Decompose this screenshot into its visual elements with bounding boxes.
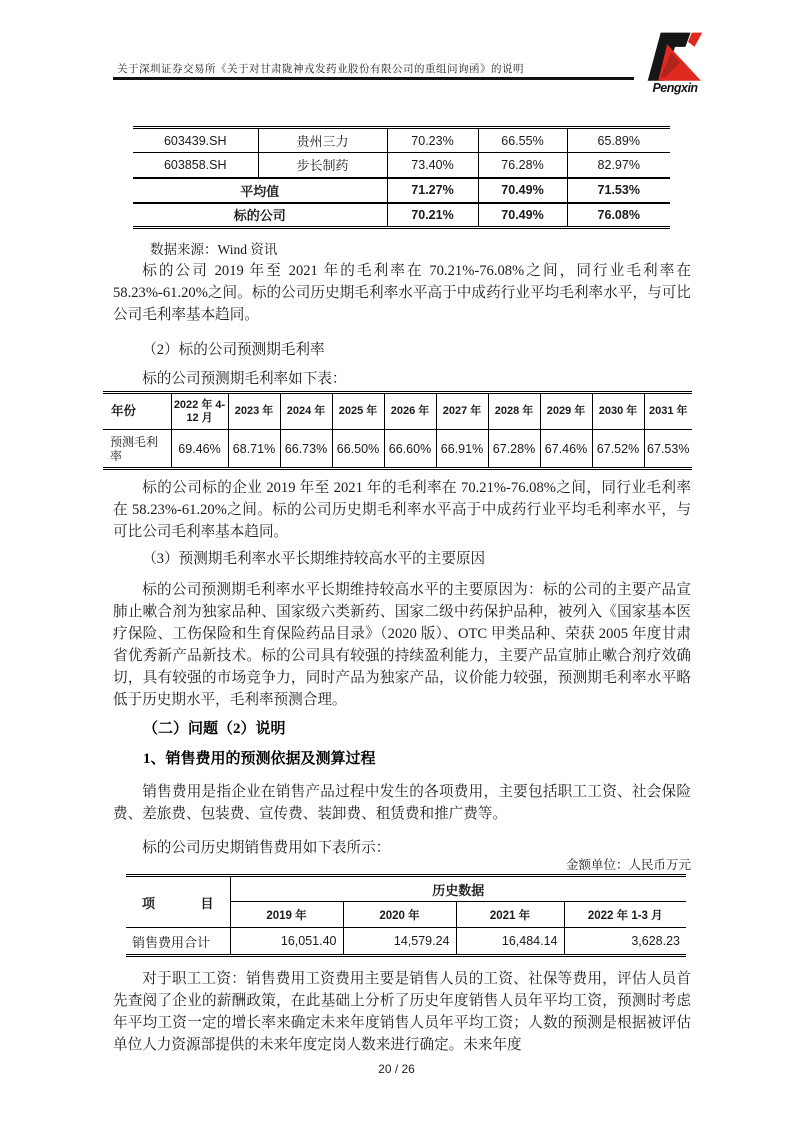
margin-value-cell: 71.27% [387, 178, 478, 203]
expense-value-cell: 16,484.14 [456, 928, 564, 956]
group-header-cell: 历史数据 [230, 876, 686, 902]
margin-value-cell: 66.91% [436, 430, 488, 469]
comparable-companies-table [133, 126, 670, 229]
paragraph: 标的公司历史期销售费用如下表所示： [142, 840, 391, 856]
margin-value-cell: 71.53% [567, 178, 670, 203]
paragraph: 标的公司预测期毛利率如下表： [142, 371, 347, 387]
data-source-note: 数据来源：Wind 资讯 [150, 242, 278, 257]
company-logo [637, 30, 713, 100]
item-header-left: 项 [142, 895, 156, 911]
margin-value-cell: 76.28% [478, 153, 567, 178]
row-label-cell: 预测毛利率 [103, 430, 171, 469]
paragraph: 标的公司 2019 年至 2021 年的毛利率在 70.21%-76.08%之间，同行业毛利率在 58.23%-61.20%之间。标的公司历史期毛利率水平高于中成药行业平均毛利率水平，与可比公司毛利率基本趋同。 [113, 263, 691, 323]
margin-value-cell: 66.50% [332, 430, 384, 469]
margin-value-cell: 65.89% [567, 128, 670, 153]
section-heading: 1、销售费用的预测依据及测算过程 [143, 751, 376, 767]
subsection-heading: （2）标的公司预测期毛利率 [142, 342, 325, 358]
logo-wordmark: Pengxin [652, 81, 698, 95]
header-rule [113, 77, 634, 80]
margin-value-cell: 82.97% [567, 153, 670, 178]
expense-value-cell: 14,579.24 [343, 928, 456, 956]
year-header-cell: 2025 年 [332, 393, 384, 430]
year-header-cell: 2023 年 [228, 393, 280, 430]
item-header-right: 目 [200, 895, 214, 911]
year-header-cell: 2031 年 [644, 393, 692, 430]
target-company-row [133, 203, 670, 228]
subsection-heading: （3）预测期毛利率水平长期维持较高水平的主要原因 [142, 551, 486, 567]
margin-value-cell: 66.55% [478, 128, 567, 153]
year-header-cell: 2022 年 4-12 月 [171, 393, 228, 430]
average-label-cell: 平均值 [133, 178, 387, 203]
page-number: 20 / 26 [378, 1062, 415, 1076]
margin-value-cell: 66.73% [280, 430, 332, 469]
expense-value-cell: 3,628.23 [564, 928, 686, 956]
paragraph: 标的公司标的企业 2019 年至 2021 年的毛利率在 70.21%-76.08%之间，同行业毛利率在 58.23%-61.20%之间。标的公司历史期毛利率水平高于中成药行业平均毛利率水平，与可比公司毛利率基本趋同。 [113, 480, 691, 540]
selling-expense-table [126, 874, 686, 957]
margin-value-cell: 67.28% [488, 430, 540, 469]
row-label-cell: 销售费用合计 [126, 928, 230, 956]
margin-value-cell: 67.46% [540, 430, 592, 469]
section-heading: （二）问题（2）说明 [143, 721, 286, 737]
year-header-cell: 2021 年 [456, 902, 564, 928]
paragraph: 标的公司预测期毛利率水平长期维持较高水平的主要原因为：标的公司的主要产品宣肺止嗽合剂为独家品种、国家级六类新药、国家二级中药保护品种，被列入《国家基本医疗保险、工伤保险和生育保险药品目录》（2020 版）、OTC 甲类品种、荣获 2005 年度甘肃省优秀新产品新技术。标的公司具有较强的持续盈利能力，主要产品宣肺止嗽合剂疗效确切，具有较强的市场竞争力，同时产品为独家产品，议价能力较强，预测期毛利率水平略低于历史期水平，毛利率预测合理。 [113, 582, 691, 708]
forecast-margin-table [103, 391, 692, 470]
margin-value-cell: 68.71% [228, 430, 280, 469]
year-header-cell: 2022 年 1-3 月 [564, 902, 686, 928]
margin-value-cell: 70.23% [387, 128, 478, 153]
table-header-row [103, 393, 692, 430]
margin-value-cell: 70.49% [478, 178, 567, 203]
company-name-cell: 贵州三力 [258, 128, 387, 153]
year-header-cell: 2020 年 [343, 902, 456, 928]
paragraph: 对于职工工资：销售费用工资费用主要是销售人员的工资、社保等费用，评估人员首先查阅了企业的薪酬政策，在此基础上分析了历史年度销售人员年平均工资，预测时考虑年平均工资一定的增长率来确定未来年度销售人员年平均工资；人数的预测是根据被评估单位人力资源部提供的未来年度定岗人数来进行确定。未来年度 [113, 971, 691, 1053]
pengxin-r-icon [637, 30, 713, 82]
year-header-cell: 2019 年 [230, 902, 343, 928]
year-header-cell: 2030 年 [592, 393, 644, 430]
margin-value-cell: 66.60% [384, 430, 436, 469]
margin-value-cell: 70.49% [478, 203, 567, 228]
margin-value-cell: 70.21% [387, 203, 478, 228]
year-header-cell: 年份 [111, 404, 137, 418]
margin-value-cell: 73.40% [387, 153, 478, 178]
margin-value-cell: 69.46% [171, 430, 228, 469]
margin-value-cell: 67.53% [644, 430, 692, 469]
unit-note: 金额单位：人民币万元 [565, 858, 691, 872]
year-header-cell: 2028 年 [488, 393, 540, 430]
expense-total-row [126, 928, 686, 956]
table-row [133, 128, 670, 153]
stock-code-cell: 603439.SH [163, 133, 227, 148]
expense-value-cell: 16,051.40 [230, 928, 343, 956]
target-label-cell: 标的公司 [133, 203, 387, 228]
company-name-cell: 步长制药 [258, 153, 387, 178]
year-header-cell: 2027 年 [436, 393, 488, 430]
header-title: 关于深圳证券交易所《关于对甘肃陇神戎发药业股份有限公司的重组问询函》的说明 [117, 64, 524, 75]
table-header-row [126, 876, 686, 902]
forecast-values-row [103, 430, 692, 469]
stock-code-cell: 603858.SH [133, 153, 258, 178]
year-header-cell: 2029 年 [540, 393, 592, 430]
table-row [133, 153, 670, 178]
margin-value-cell: 67.52% [592, 430, 644, 469]
item-header-cell [126, 876, 230, 928]
margin-value-cell: 76.08% [567, 203, 670, 228]
year-header-cell: 2024 年 [280, 393, 332, 430]
year-header-cell: 2026 年 [384, 393, 436, 430]
paragraph: 销售费用是指企业在销售产品过程中发生的各项费用，主要包括职工工资、社会保险费、差旅费、包装费、宣传费、装卸费、租赁费和推广费等。 [113, 784, 691, 822]
average-row [133, 178, 670, 203]
